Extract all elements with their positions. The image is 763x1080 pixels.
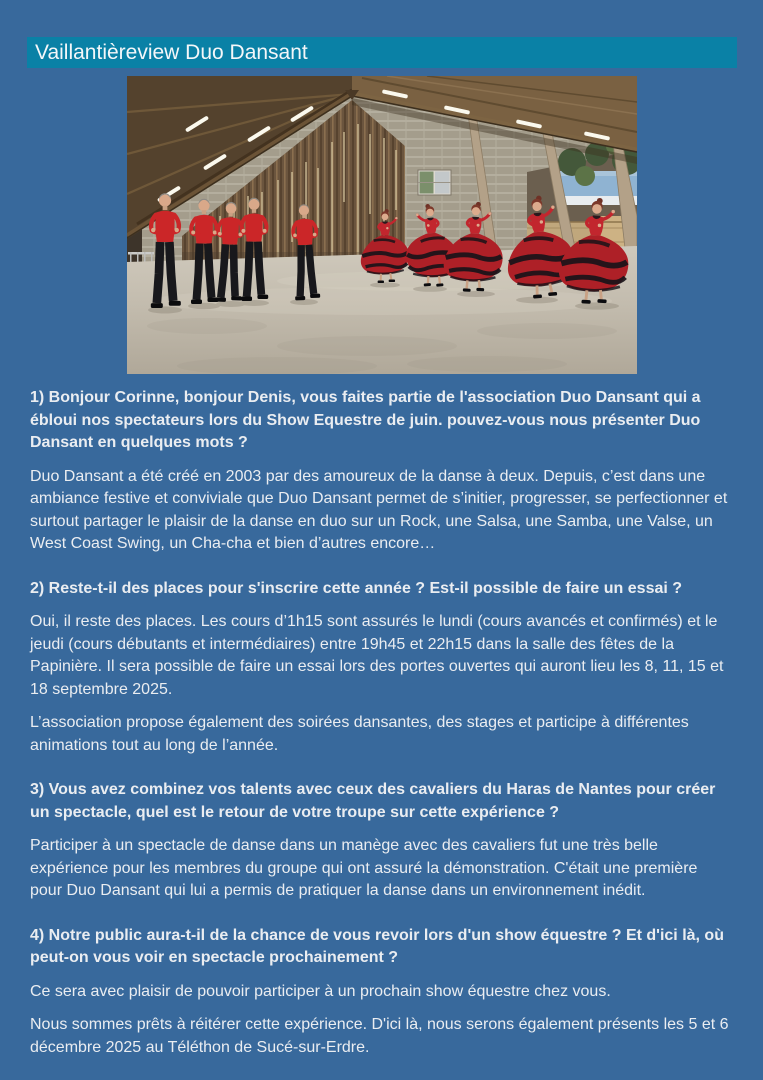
answer-1: Duo Dansant a été créé en 2003 par des amoureux de la danse à deux. Depuis, c’est dans une ambiance festive et conviviale que Duo Dansant permet de s’initier, progresser, se perfectionner et surtout partager le plaisir de la danse en duo sur un Rock, une Salsa, une Samba, une Valse, un West Coast Swing, un Cha-cha et bien d’autres encore… [30,467,728,552]
answer-2a: Oui, il reste des places. Les cours d’1h15 sont assurés le lundi (cours avancés et confirmés) et le jeudi (cours débutants et intermédiaires) entre 19h45 et 22h15 dans la salle des fêtes de la Papinière. Il sera possible de faire un essai lors des portes ouvertes qui auront lieu les 8, 11, 15 et 18 septembre 2025. [30,613,724,698]
dancers-photo-graphic [127,76,637,374]
title-bar [27,37,737,68]
answer-2b: L’association propose également des soirées dansantes, des stages et participe à différentes animations tout au long de l’année. [30,714,689,754]
question-4: 4) Notre public aura-t-il de la chance de vous revoir lors d'un show équestre ? Et d'ici là, où peut-on vous voir en spectacle prochainement ? [30,926,724,966]
answer-4a: Ce sera avec plaisir de pouvoir participer à un prochain show équestre chez vous. [30,982,611,1000]
question-2: 2) Reste-t-il des places pour s'inscrire cette année ? Est-il possible de faire un essai ? [30,579,683,597]
answer-4b: Nous sommes prêts à réitérer cette expérience. D'ici là, nous serons également présents les 5 et 6 décembre 2025 au Téléthon de Sucé-sur-Erdre. [30,1016,729,1056]
answer-3: Participer à un spectacle de danse dans un manège avec des cavaliers fut une très belle expérience pour les membres du groupe qui ont assuré la démonstration. C'était une première pour Duo Dansant qui lui a permis de pratiquer la danse dans un environnement inédit. [30,837,698,899]
question-3: 3) Vous avez combinez vos talents avec ceux des cavaliers du Haras de Nantes pour créer un spectacle, quel est le retour de votre troupe sur cette expérience ? [30,781,716,821]
dancers-photo [127,76,637,374]
question-1: 1) Bonjour Corinne, bonjour Denis, vous faites partie de l'association Duo Dansant qui a ébloui nos spectateurs lors du Show Equestre de juin. pouvez-vous nous présenter Duo Dansant en quelques mots ? [30,389,701,451]
photo-window [418,170,451,195]
article-body [0,387,763,1059]
page-title: Vaillantièreview Duo Dansant [35,41,308,64]
